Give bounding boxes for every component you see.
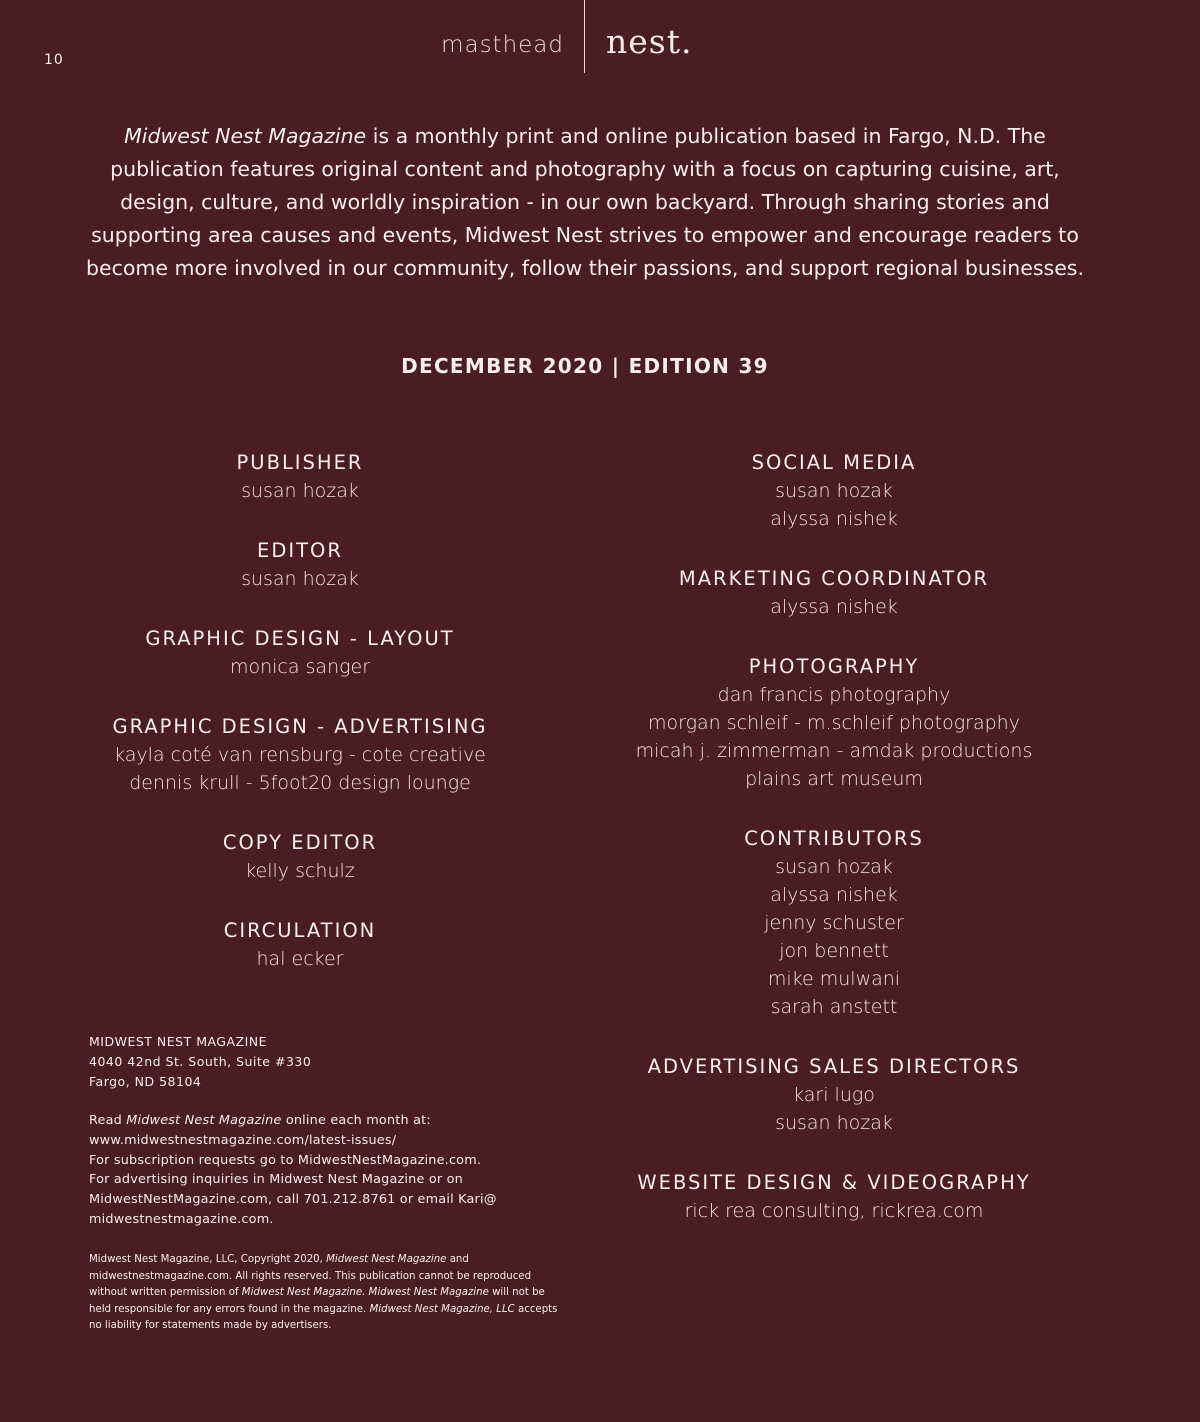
read-magazine-name: Midwest Nest Magazine [126,1113,282,1128]
role-heading: PHOTOGRAPHY [748,655,920,678]
staff-group [60,448,540,505]
read-prefix: Read [89,1113,127,1128]
staff-name: susan hozak [241,480,359,502]
staff-name: susan hozak [775,480,893,502]
staff-group [60,536,540,593]
name-list [60,653,540,681]
staff-name: dan francis photography [717,684,951,706]
staff-name: morgan schleif - m.schleif photography [648,712,1020,734]
magazine-name: Midwest Nest Magazine [124,124,367,148]
role-heading: PUBLISHER [236,451,364,474]
staff-name: rick rea consulting, rickrea.com [684,1200,984,1222]
role-heading: COPY EDITOR [222,831,378,854]
legal-part: Midwest Nest Magazine. Midwest Nest Magazine [241,1287,489,1298]
staff-group [60,916,540,973]
read-online-line [89,1111,509,1131]
page-number: 10 [44,52,64,68]
legal-part: Midwest Nest Magazine, LLC, Copyright 2020, [89,1254,327,1265]
staff-name: plains art museum [745,768,923,790]
legal-part: Midwest Nest Magazine, LLC [369,1303,515,1315]
staff-name: monica sanger [229,656,371,678]
staff-group [60,712,540,797]
staff-group [594,1168,1074,1225]
staff-name: hal ecker [256,948,344,970]
name-list [60,857,540,885]
info-block [89,1111,509,1230]
staff-group [60,624,540,681]
staff-name: susan hozak [775,856,893,878]
staff-name: alyssa nishek [770,884,898,906]
legal-part: Midwest Nest Magazine [326,1254,447,1265]
address-name: MIDWEST NEST MAGAZINE [89,1034,268,1049]
name-list [60,945,540,973]
role-heading: MARKETING COORDINATOR [678,567,990,590]
role-heading: CIRCULATION [223,919,377,942]
staff-name: mike mulwani [767,968,901,990]
intro-text: is a monthly print and online publication based in Fargo, N.D. The publication features original content and photography with a focus on capturing cuisine, art, design, culture, and worldly inspiration - in our own backyard. Through sharing stories and supporting area causes and events, Midwest Nest strives to empower and encourage readers to become more involved in our community, follow their passions, and support regional businesses. [85,124,1084,280]
brand-logo: nest. [606,22,693,61]
name-list [60,741,540,797]
staff-name: jon bennett [779,940,889,962]
address-street: 4040 42nd St. South, Suite #330 [89,1054,312,1069]
name-list [594,1197,1074,1225]
staff-column-right [594,448,1074,1256]
staff-name: alyssa nishek [770,508,898,530]
name-list [594,477,1074,533]
name-list [594,681,1074,793]
intro-paragraph [80,120,1090,285]
staff-name: alyssa nishek [770,596,898,618]
legal-part: will not be held responsible for any errors found in the magazine. [89,1287,545,1315]
section-title: masthead [441,32,564,58]
role-heading: GRAPHIC DESIGN - ADVERTISING [112,715,488,738]
staff-name: sarah anstett [770,996,898,1018]
edition-title: DECEMBER 2020 | EDITION 39 [401,354,769,378]
role-heading: EDITOR [257,539,343,562]
staff-group [60,828,540,885]
name-list [594,1081,1074,1137]
address-block [89,1032,311,1092]
legal-part: accepts no liability for statements made by advertisers. [89,1303,558,1331]
staff-group [594,824,1074,1021]
role-heading: WEBSITE DESIGN & VIDEOGRAPHY [637,1171,1031,1194]
staff-group [594,448,1074,533]
advertising-text-3: midwestnestmagazine.com. [89,1211,274,1227]
staff-name: kari lugo [793,1084,875,1106]
staff-name: micah j. zimmerman - amdak productions [635,740,1033,762]
legal-notice [89,1252,559,1335]
role-heading: CONTRIBUTORS [744,827,924,850]
staff-name: jenny schuster [764,912,904,934]
page-header [0,0,1200,80]
staff-column-left [60,448,540,1004]
role-heading: GRAPHIC DESIGN - LAYOUT [145,627,455,650]
advertising-text-2: MidwestNestMagazine.com, call 701.212.8761 or email Kari@ [89,1192,497,1208]
name-list [60,565,540,593]
subscription-text: For subscription requests go to MidwestNestMagazine.com. [89,1152,482,1168]
staff-name: susan hozak [775,1112,893,1134]
name-list [594,593,1074,621]
legal-part: and midwestnestmagazine.com. All rights reserved. This publication cannot be reproduced without written permission of [89,1254,532,1298]
staff-group [594,1052,1074,1137]
staff-name: kayla coté van rensburg - cote creative [114,744,486,766]
name-list [60,477,540,505]
advertising-text-1: For advertising inquiries in Midwest Nest Magazine or on [89,1172,463,1188]
role-heading: ADVERTISING SALES DIRECTORS [647,1055,1021,1078]
header-divider [584,0,585,73]
address-city: Fargo, ND 58104 [89,1074,202,1089]
staff-name: dennis krull - 5foot20 design lounge [129,772,471,794]
staff-group [594,564,1074,621]
role-heading: SOCIAL MEDIA [751,451,917,474]
staff-group [594,652,1074,793]
staff-name: susan hozak [241,568,359,590]
issues-link[interactable]: www.midwestnestmagazine.com/latest-issues/ [89,1132,397,1148]
read-suffix: online each month at: [281,1113,431,1128]
staff-name: kelly schulz [245,860,355,882]
name-list [594,853,1074,1021]
